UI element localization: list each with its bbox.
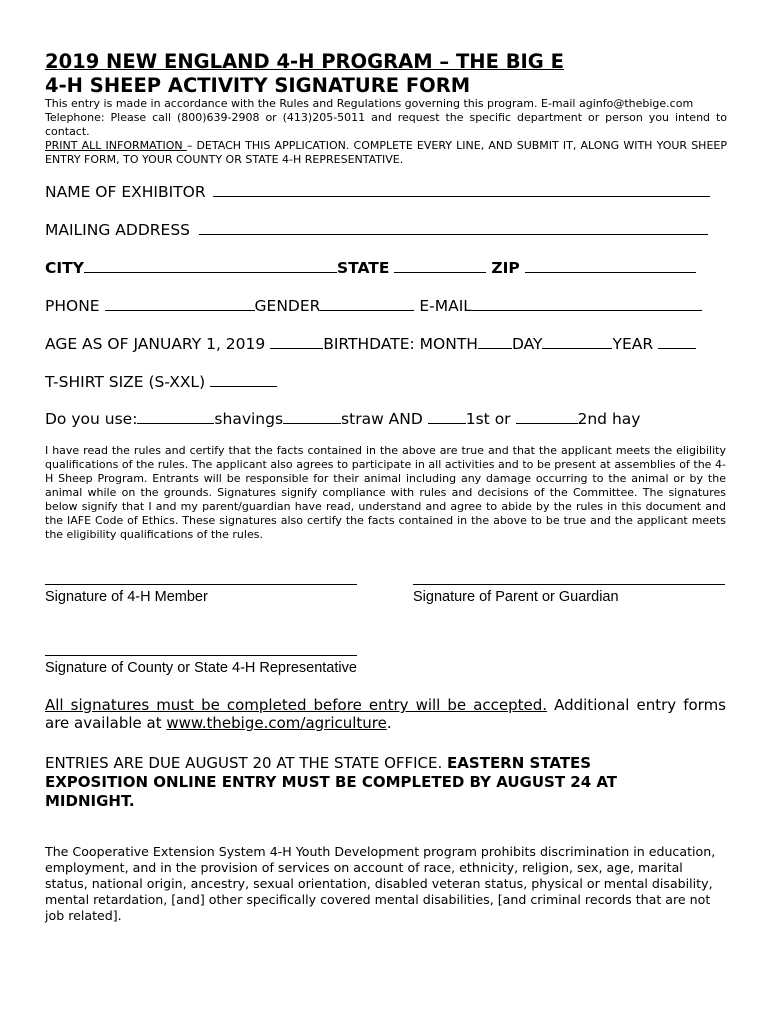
bedding-row	[45, 409, 640, 428]
name-of-exhibitor-field[interactable]	[213, 182, 710, 197]
month-field[interactable]	[478, 334, 512, 349]
city-state-zip-row	[45, 258, 696, 277]
intro-block	[45, 97, 727, 167]
due-notice	[45, 754, 685, 811]
tshirt-row	[45, 372, 277, 391]
first-hay-field[interactable]	[428, 409, 466, 424]
notice-period: .	[386, 714, 392, 732]
member-signature-line[interactable]	[45, 584, 357, 585]
shavings-label: shavings	[214, 410, 284, 428]
instructions-text: – DETACH THIS APPLICATION. COMPLETE EVERY LINE, AND SUBMIT IT, ALONG WITH YOUR SHEEP ENTRY FORM, TO YOUR COUNTY OR STATE 4-H REPRESENTATIVE.	[45, 139, 727, 166]
age-label: AGE AS OF JANUARY 1, 2019	[45, 335, 266, 353]
phone-gender-email-row	[45, 296, 702, 315]
intro-instructions	[45, 139, 727, 167]
signature-notice-rest: Additional entry forms are available at	[45, 696, 726, 732]
member-signature-label: Signature of 4-H Member	[45, 589, 208, 605]
representative-signature-line[interactable]	[45, 655, 357, 656]
day-label: DAY	[511, 335, 543, 353]
email-field[interactable]	[472, 296, 702, 311]
parent-signature-label: Signature of Parent or Guardian	[413, 589, 619, 605]
state-label: STATE	[336, 259, 390, 277]
year-field[interactable]	[658, 334, 696, 349]
parent-signature-line[interactable]	[413, 584, 725, 585]
first-or-label: 1st or	[465, 410, 511, 428]
straw-field[interactable]	[283, 409, 341, 424]
form-subtitle: 4-H SHEEP ACTIVITY SIGNATURE FORM	[45, 74, 471, 97]
due-plain: ENTRIES ARE DUE AUGUST 20 AT THE STATE OFFICE.	[45, 754, 448, 772]
age-birthdate-row	[45, 334, 696, 353]
second-hay-field[interactable]	[516, 409, 578, 424]
age-field[interactable]	[270, 334, 323, 349]
agriculture-link[interactable]: www.thebige.com/agriculture	[166, 714, 387, 732]
due-bold: EASTERN STATES EXPOSITION ONLINE ENTRY MUST BE COMPLETED BY AUGUST 24 AT MIDNIGHT.	[45, 754, 618, 810]
nondiscrimination-statement: The Cooperative Extension System 4-H Youth Development program prohibits discrimination in education, employment, and in the provision of services on account of race, ethnicity, religion, sex, age, marital status, national origin, ancestry, sexual orientation, disabled veteran status, physical or mental disability, mental retardation, [and] other specifically covered mental disabilities, [and criminal records that are not job related].	[45, 844, 716, 923]
year-label: YEAR	[612, 335, 654, 353]
representative-signature-label: Signature of County or State 4-H Representative	[45, 660, 357, 676]
name-of-exhibitor-row	[45, 182, 710, 201]
zip-label: ZIP	[491, 259, 520, 277]
day-field[interactable]	[542, 334, 612, 349]
form-title: 2019 NEW ENGLAND 4-H PROGRAM – THE BIG E	[45, 50, 564, 73]
city-label: CITY	[45, 259, 84, 277]
second-hay-label: 2nd hay	[577, 410, 641, 428]
mailing-address-field[interactable]	[199, 220, 708, 235]
zip-field[interactable]	[525, 258, 696, 273]
gender-field[interactable]	[320, 296, 414, 311]
phone-label: PHONE	[45, 297, 100, 315]
tshirt-field[interactable]	[210, 372, 277, 387]
email-label: E-MAIL	[419, 297, 472, 315]
phone-field[interactable]	[105, 296, 255, 311]
gender-label: GENDER	[254, 297, 321, 315]
straw-and-label: straw AND	[341, 410, 423, 428]
mailing-address-row	[45, 220, 708, 239]
birthdate-month-label: BIRTHDATE: MONTH	[323, 335, 478, 353]
state-field[interactable]	[394, 258, 486, 273]
print-all-label: PRINT ALL INFORMATION	[45, 139, 187, 152]
signature-notice	[45, 696, 726, 732]
city-field[interactable]	[84, 258, 337, 273]
certification-text: I have read the rules and certify that the facts contained in the above are true and that the applicant meets the eligibility qualifications of the rules. The applicant also agrees to participate in all activities and to be present at assemblies of the 4-H Sheep Program. Entrants will be responsible for their animal including any damage occurring to the animal or by the animal while on the grounds. Signatures signify compliance with rules and decisions of the Committee. The signatures below signify that I and my parent/guardian have read, understand and agree to abide by the rules in this document and the IAFE Code of Ethics. These signatures also certify the facts contained in the above to be true and the applicant meets the eligibility qualifications of the rules.	[45, 444, 726, 541]
do-you-use-label: Do you use:	[45, 410, 138, 428]
signature-notice-underlined: All signatures must be completed before entry will be accepted.	[45, 696, 548, 714]
shavings-field[interactable]	[137, 409, 214, 424]
mailing-address-label: MAILING ADDRESS	[45, 221, 191, 239]
name-of-exhibitor-label: NAME OF EXHIBITOR	[45, 183, 206, 201]
intro-line-1: This entry is made in accordance with the Rules and Regulations governing this program. E-mail aginfo@thebige.com	[45, 97, 694, 110]
tshirt-label: T-SHIRT SIZE (S-XXL)	[45, 373, 206, 391]
intro-line-2: Telephone: Please call (800)639-2908 or (413)205-5011 and request the specific department or person you intend to contact.	[45, 111, 727, 138]
